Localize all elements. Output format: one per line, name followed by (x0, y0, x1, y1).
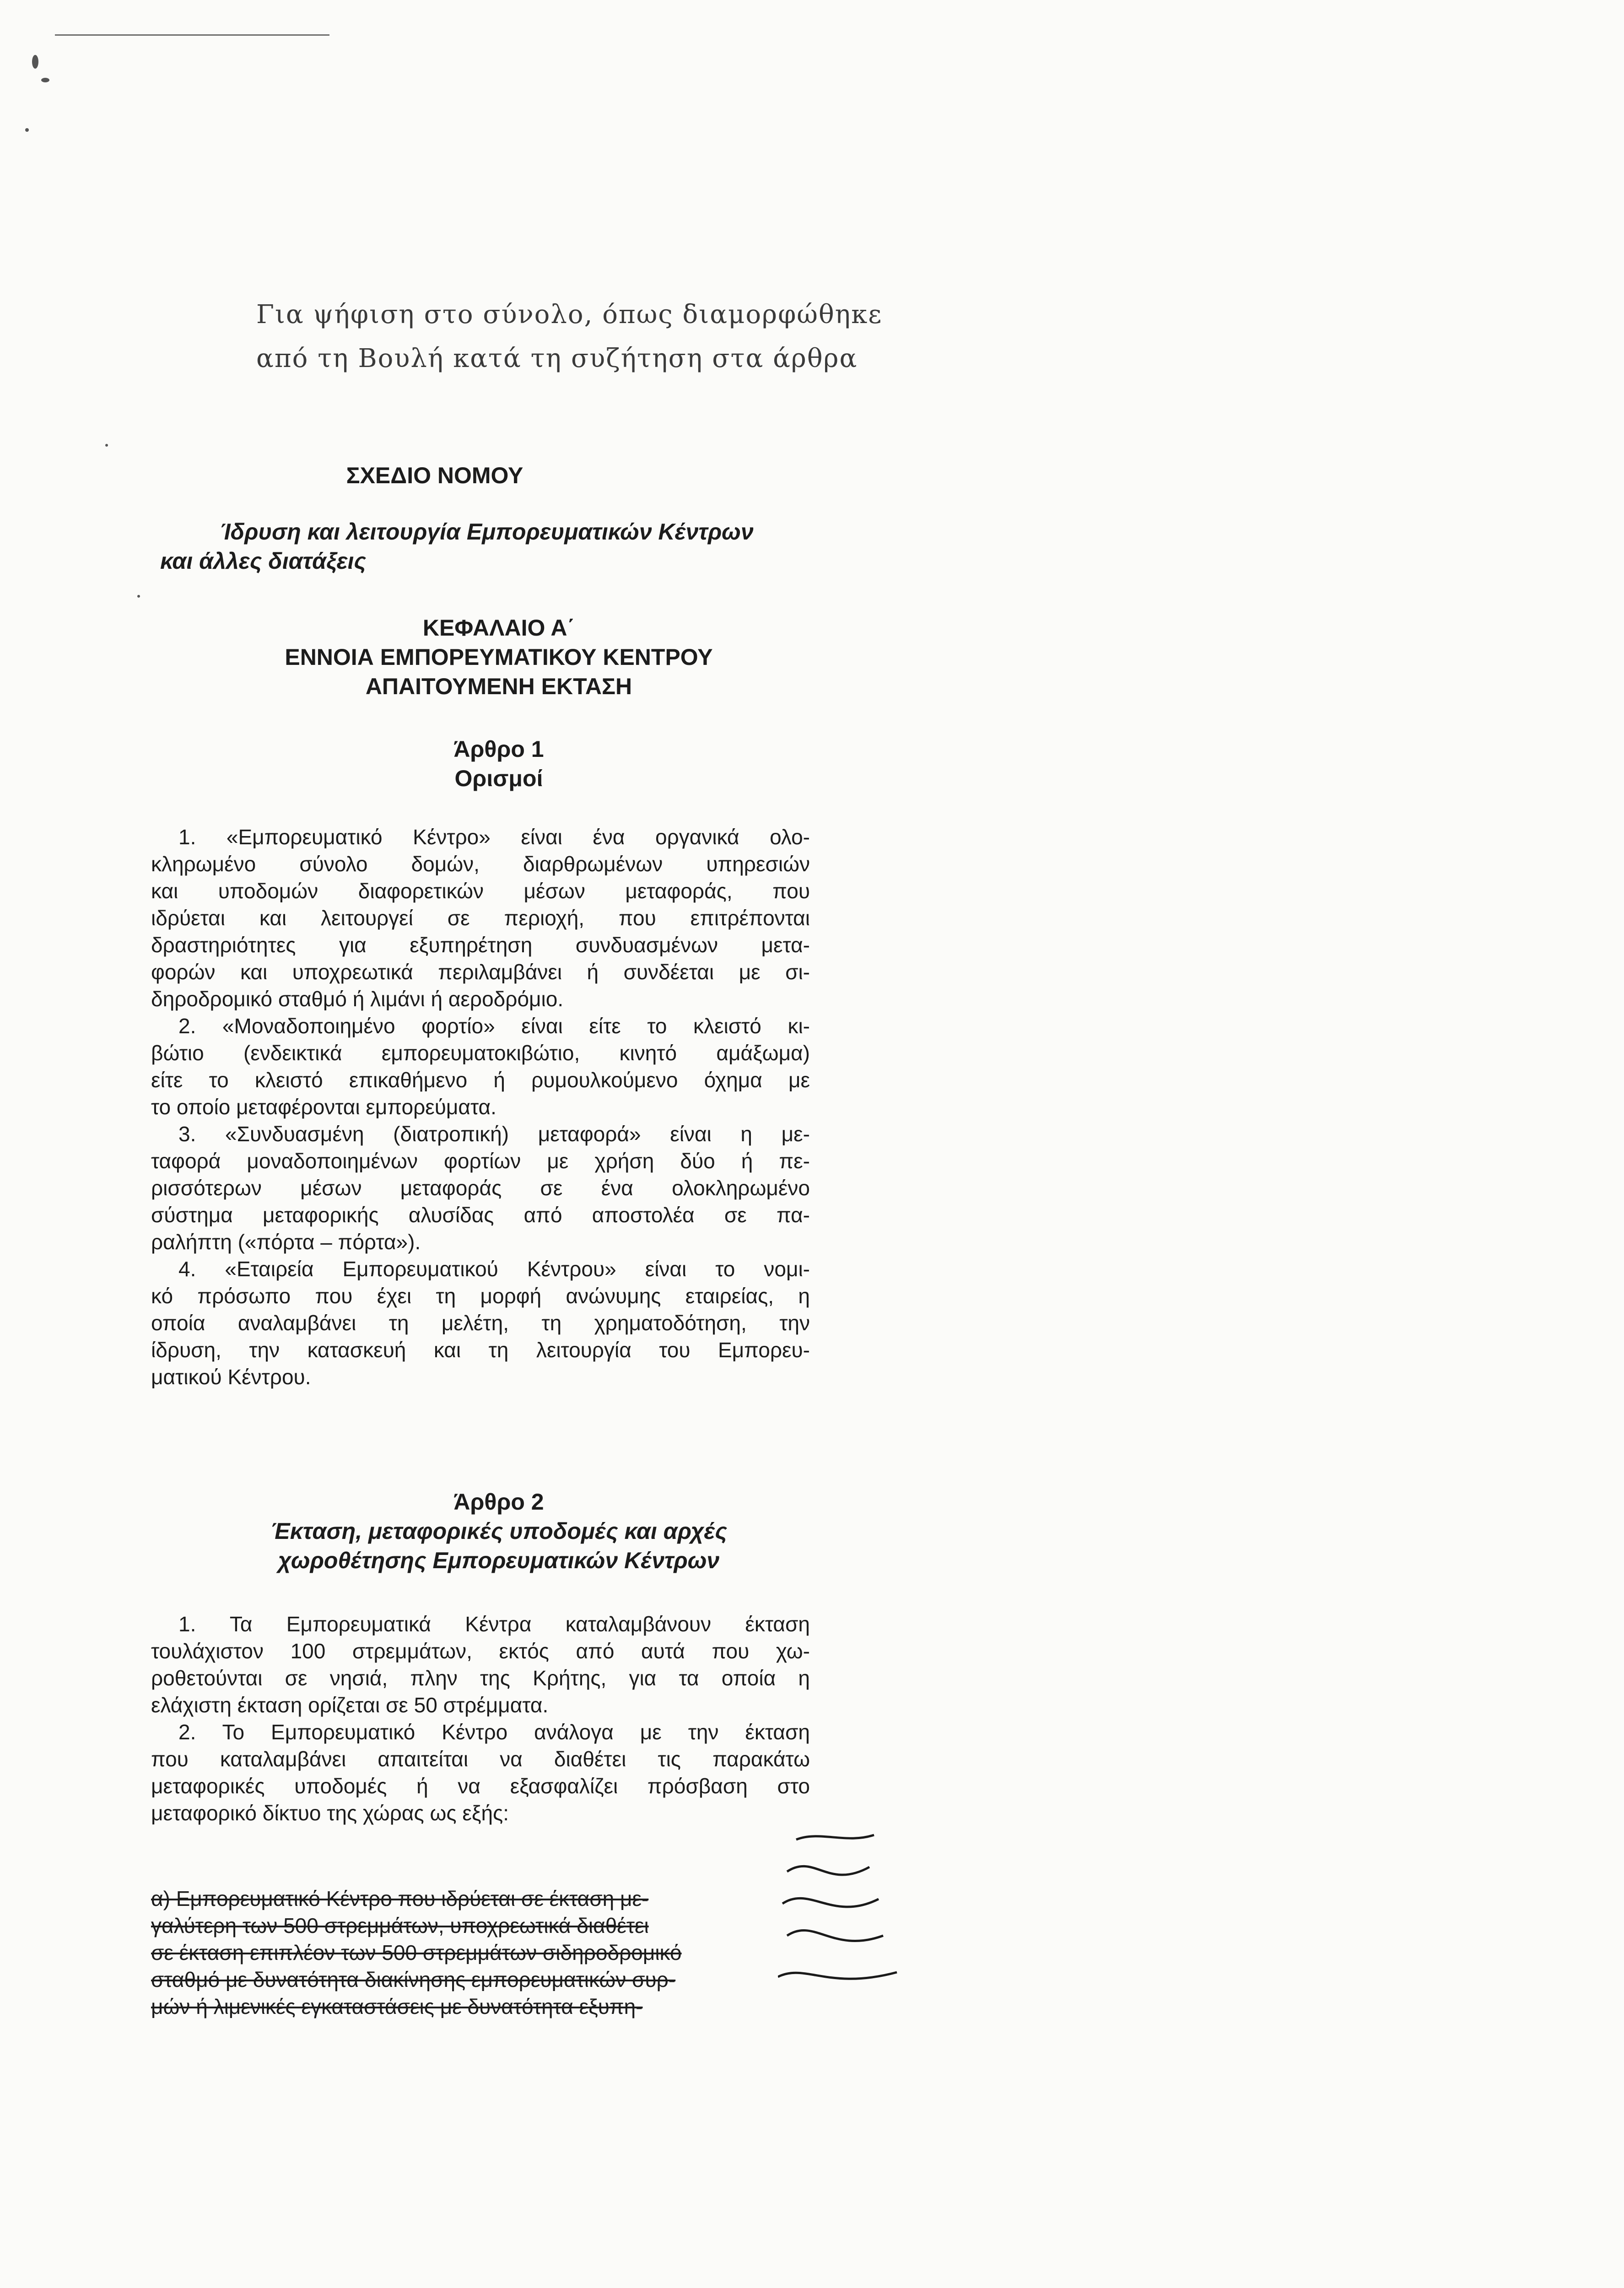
text-line: 1. Τα Εμπορευματικά Κέντρα καταλαμβάνουν έκταση (178, 1612, 810, 1636)
text-line: ματικού Κέντρου. (151, 1365, 311, 1389)
text-line: κό πρόσωπο που έχει τη μορφή ανώνυμης εταιρείας, η (151, 1284, 810, 1308)
article-2-heading (174, 1487, 824, 1575)
text-line: που καταλαμβάνει απαιτείται να διαθέτει τις παρακάτω (151, 1747, 810, 1771)
text-line: οποία αναλαμβάνει τη μελέτη, τη χρηματοδότηση, την (151, 1311, 810, 1335)
article-title: Ορισμοί (454, 766, 543, 791)
text-line: ροθετούνται σε νησιά, πλην της Κρήτης, για τα οποία η (151, 1666, 810, 1690)
text-line: 3. «Συνδυασμένη (διατροπική) μεταφορά» είναι η με- (178, 1122, 810, 1146)
text-line: φορών και υποχρεωτικά περιλαμβάνει ή συνδέεται με σι- (151, 960, 810, 984)
text-line: δηροδρομικό σταθμό ή λιμάνι ή αεροδρόμιο. (151, 987, 564, 1011)
bill-subtitle-line: και άλλες διατάξεις (160, 548, 366, 574)
article-number: Άρθρο 1 (453, 736, 544, 762)
text-line: βώτιο (ενδεικτικά εμπορευματοκιβώτιο, κινητό αμάξωμα) (151, 1041, 810, 1065)
text-line: σε έκταση επιπλέον των 500 στρεμμάτων σιδηροδρομικό (151, 1941, 682, 1964)
text-line: κληρωμένο σύνολο δομών, διαρθρωμένων υπηρεσιών (151, 852, 810, 876)
article-1-body (151, 824, 810, 1391)
scan-speck (32, 55, 38, 69)
text-line: 4. «Εταιρεία Εμπορευματικού Κέντρου» είναι το νομι- (178, 1257, 810, 1281)
handwritten-deletion-marks (778, 1826, 915, 2018)
scan-top-line (55, 34, 329, 36)
text-line: σύστημα μεταφορικής αλυσίδας από αποστολέα σε πα- (151, 1203, 810, 1227)
text-line: γαλύτερη των 500 στρεμμάτων, υποχρεωτικά διαθέτει (151, 1914, 649, 1937)
bill-subtitle (160, 517, 847, 576)
struck-through-paragraph (151, 1885, 810, 2020)
text-line: ρισσότερων μέσων μεταφοράς σε ένα ολοκληρωμένο (151, 1176, 810, 1200)
text-line: 1. «Εμπορευματικό Κέντρο» είναι ένα οργανικά ολο- (178, 825, 810, 849)
text-line: 2. Το Εμπορευματικό Κέντρο ανάλογα με την έκταση (178, 1720, 810, 1744)
text-line: ραλήπτη («πόρτα – πόρτα»). (151, 1230, 421, 1254)
text-line: είτε το κλειστό επικαθήμενο ή ρυμουλκούμενο όχημα με (151, 1068, 810, 1092)
text-line: μών ή λιμενικές εγκαταστάσεις με δυνατότητα εξυπη- (151, 1995, 643, 2018)
article-2-body (151, 1611, 810, 1827)
chapter-title-line: ΕΝΝΟΙΑ ΕΜΠΟΡΕΥΜΑΤΙΚΟΥ ΚΕΝΤΡΟΥ (285, 644, 713, 670)
text-line: 2. «Μοναδοποιημένο φορτίο» είναι είτε το κλειστό κι- (178, 1014, 810, 1038)
handwritten-note (256, 293, 943, 381)
article-title: Έκταση, μεταφορικές υποδομές και αρχές (270, 1518, 727, 1544)
handwritten-note-line: Για ψήφιση στο σύνολο, όπως διαμορφώθηκε (256, 300, 883, 329)
text-line: τουλάχιστον 100 στρεμμάτων, εκτός από αυτά που χω- (151, 1639, 810, 1663)
chapter-label: ΚΕΦΑΛΑΙΟ Α΄ (422, 615, 575, 641)
text-line: δραστηριότητες για εξυπηρέτηση συνδυασμένων μετα- (151, 933, 810, 957)
document-title: ΣΧΕΔΙΟ ΝΟΜΟΥ (346, 463, 523, 488)
scan-speck (105, 444, 108, 447)
text-line: ίδρυση, την κατασκευή και τη λειτουργία του Εμπορευ- (151, 1338, 810, 1362)
text-line: και υποδομών διαφορετικών μέσων μεταφοράς, που (151, 879, 810, 903)
chapter-heading (174, 613, 824, 701)
text-line: α) Εμπορευματικό Κέντρο που ιδρύεται σε έκταση με- (151, 1887, 649, 1910)
text-line: σταθμό με δυνατότητα διακίνησης εμπορευματικών συρ- (151, 1968, 676, 1991)
scan-speck (25, 128, 29, 132)
scan-speck (137, 595, 140, 598)
text-line: μεταφορικές υποδομές ή να εξασφαλίζει πρόσβαση στο (151, 1774, 810, 1798)
article-title: χωροθέτησης Εμπορευματικών Κέντρων (278, 1548, 720, 1573)
text-line: το οποίο μεταφέρονται εμπορεύματα. (151, 1095, 496, 1119)
text-line: ιδρύεται και λειτουργεί σε περιοχή, που επιτρέπονται (151, 906, 810, 930)
handwritten-note-line: από τη Βουλή κατά τη συζήτηση στα άρθρα (256, 344, 858, 373)
text-line: μεταφορικό δίκτυο της χώρας ως εξής: (151, 1801, 509, 1825)
scan-speck (41, 78, 49, 82)
text-line: ελάχιστη έκταση ορίζεται σε 50 στρέμματα. (151, 1693, 549, 1717)
bill-subtitle-line: Ίδρυση και λειτουργία Εμπορευματικών Κέντρων (220, 519, 754, 545)
article-1-heading (174, 734, 824, 793)
text-line: ταφορά μοναδοποιημένων φορτίων με χρήση δύο ή πε- (151, 1149, 810, 1173)
chapter-title-line: ΑΠΑΙΤΟΥΜΕΝΗ ΕΚΤΑΣΗ (365, 674, 632, 699)
article-number: Άρθρο 2 (453, 1489, 544, 1515)
